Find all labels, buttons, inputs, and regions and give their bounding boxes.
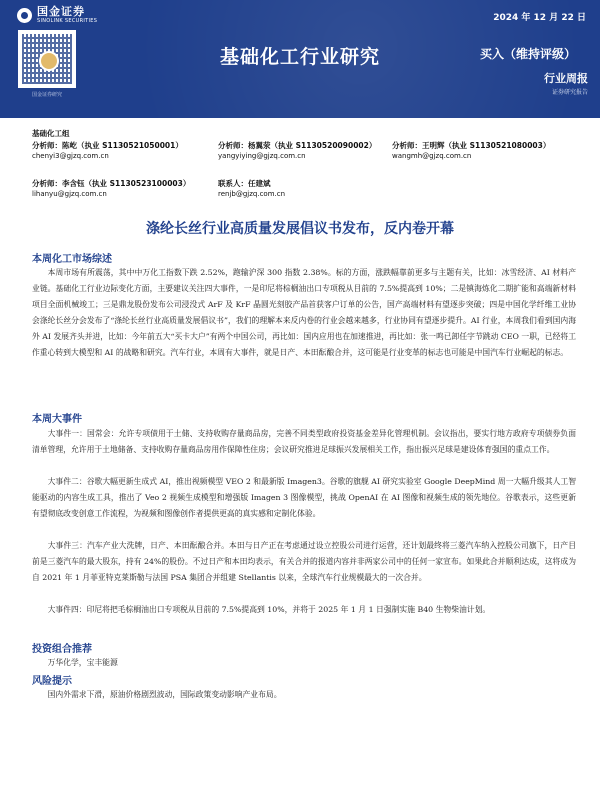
analyst-email[interactable]: chenyi3@gjzq.com.cn bbox=[32, 152, 109, 160]
risk-paragraph: 国内外需求下滑，原油价格剧烈波动，国际政策变动影响产业布局。 bbox=[47, 690, 282, 699]
qr-caption: 国金证券研究 bbox=[31, 92, 62, 98]
analyst-name: 分析师：陈屹（执业 S1130521050001） bbox=[32, 141, 183, 150]
analyst-entry bbox=[32, 178, 190, 200]
market-review-paragraph: 本周市场有所震荡，其中中万化工指数下跌 2.52%，跑输沪深 300 指数 2.38%。标的方面，涨跌幅靠前更多与主题有关，比如：冰雪经济、AI 材料产业链。基础化工行业边际变化方面，主要建议关注四大事件，一是印尼将棕榈油出口专项税从目前的 7.5%提高到 10%；二是镇海炼化二期扩能和高端新材料项目全面机械竣工；三是鼎龙股份发布公司浸没式 ArF 及 KrF 晶圆光刻胶产品首获客户订单的公告，国产高端材料有望逐步突破；四是中国化学纤维工业协会涤纶长丝分会发布了“涤纶长丝行业高质量发展倡议书”，我们的理解本来反内卷的行业会越来越多，行业协同有望逐步提升。AI 行业，本周我们看到国内海外 AI 发展齐头并进，比如：今年前五大“买卡大户”有两个中国公司，再比如：国内应用也在加速推进，再比如：张一鸣已卸任字节跳动 CEO 一职，已经将工作重心转到大模型和 AI 的战略和研究。汽车行业，本周有大事件，就是日产、本田酝酿合并，这可能是行业变革的标志也可能是中国汽车行业崛起的标志。 bbox=[32, 268, 576, 357]
logo-name-cn: 国金证券 bbox=[37, 5, 85, 18]
contact-entry bbox=[218, 178, 285, 200]
report-headline: 涤纶长丝行业高质量发展倡议书发布，反内卷开幕 bbox=[146, 221, 454, 237]
contact-name: 联系人：任建斌 bbox=[218, 179, 271, 188]
analyst-name: 分析师：杨翼荥（执业 S1130520090002） bbox=[218, 141, 377, 150]
report-date: 2024 年 12 月 22 日 bbox=[493, 13, 586, 23]
analyst-entry bbox=[32, 140, 183, 162]
event-paragraph-2: 大事件二：谷歌大幅更新生成式 AI，推出视频模型 VEO 2 和最新版 Imagen3。谷歌的旗舰 AI 研究实验室 Google DeepMind 周一大幅升级其人工智能驱动的内容生成工具，推出了 Veo 2 视频生成模型和增强版 Imagen 3 图像模型，挑战 OpenAI 在 AI 图像和视频生成的领先地位。谷歌表示，这些更新有望彻底改变创意工作流程，为视频和图像创作者提供更高的真实感和定制化体验。 bbox=[32, 477, 576, 518]
event-paragraph-4: 大事件四：印尼将把毛棕榈油出口专项税从目前的 7.5%提高到 10%，并将于 2025 年 1 月 1 日强制实施 B40 生物柴油计划。 bbox=[47, 605, 491, 614]
analyst-name: 分析师：王明辉（执业 S1130521080003） bbox=[392, 141, 551, 150]
section-title-portfolio: 投资组合推荐 bbox=[32, 644, 92, 655]
report-header bbox=[0, 0, 600, 118]
contact-email[interactable]: renjb@gjzq.com.cn bbox=[218, 190, 286, 198]
report-type: 行业周报 bbox=[544, 72, 588, 85]
rating-label: 买入（维持评级） bbox=[479, 47, 576, 61]
section-title-market-review: 本周化工市场综述 bbox=[32, 254, 112, 265]
analyst-email[interactable]: lihanyu@gjzq.com.cn bbox=[32, 190, 107, 198]
brand-logo bbox=[17, 6, 97, 24]
section-title-risk: 风险提示 bbox=[32, 676, 72, 687]
analyst-email[interactable]: yangyiying@gjzq.com.cn bbox=[218, 152, 306, 160]
analyst-email[interactable]: wangmh@gjzq.com.cn bbox=[392, 152, 472, 160]
report-title: 基础化工行业研究 bbox=[219, 46, 380, 68]
section-title-weekly-events: 本周大事件 bbox=[32, 414, 82, 425]
event-paragraph-1: 大事件一：国常会：允许专项债用于土储、支持收购存量商品房，完善不同类型政府投资基金差异化管理机制。会议指出，要实行地方政府专项债券负面清单管理，允许用于土地储备、支持收购存量商品房用作保障性住房；会议研究推进足球振兴发展相关工作，指出振兴足球是建设体育强国的重点工作。 bbox=[32, 429, 576, 454]
team-label: 基础化工组 bbox=[32, 129, 70, 138]
logo-circle-icon bbox=[17, 8, 32, 23]
report-subtype: 证券研究报告 bbox=[551, 89, 588, 96]
analyst-name: 分析师：李含钰（执业 S1130523100003） bbox=[32, 179, 191, 188]
portfolio-paragraph: 万华化学，宝丰能源 bbox=[47, 658, 118, 667]
logo-name-en: SINOLINK SECURITIES bbox=[37, 18, 98, 24]
analyst-entry bbox=[392, 140, 550, 162]
analyst-entry bbox=[218, 140, 376, 162]
event-paragraph-3: 大事件三：汽车产业大洗牌，日产、本田酝酿合并。本田与日产正在考虑通过设立控股公司进行运营，还计划最终将三菱汽车纳入控股公司旗下，日产目前是三菱汽车的最大股东，持有 24%的股份。不过日产和本田均表示，有关合并的报道内容并非两家公司中的任何一家宣布。如果此合并顺利达成，这将成为自 2021 年 1 月菲亚特克莱斯勒与法国 PSA 集团合并组建 Stellantis 以来，全球汽车行业规模最大的一次合并。 bbox=[32, 541, 576, 582]
